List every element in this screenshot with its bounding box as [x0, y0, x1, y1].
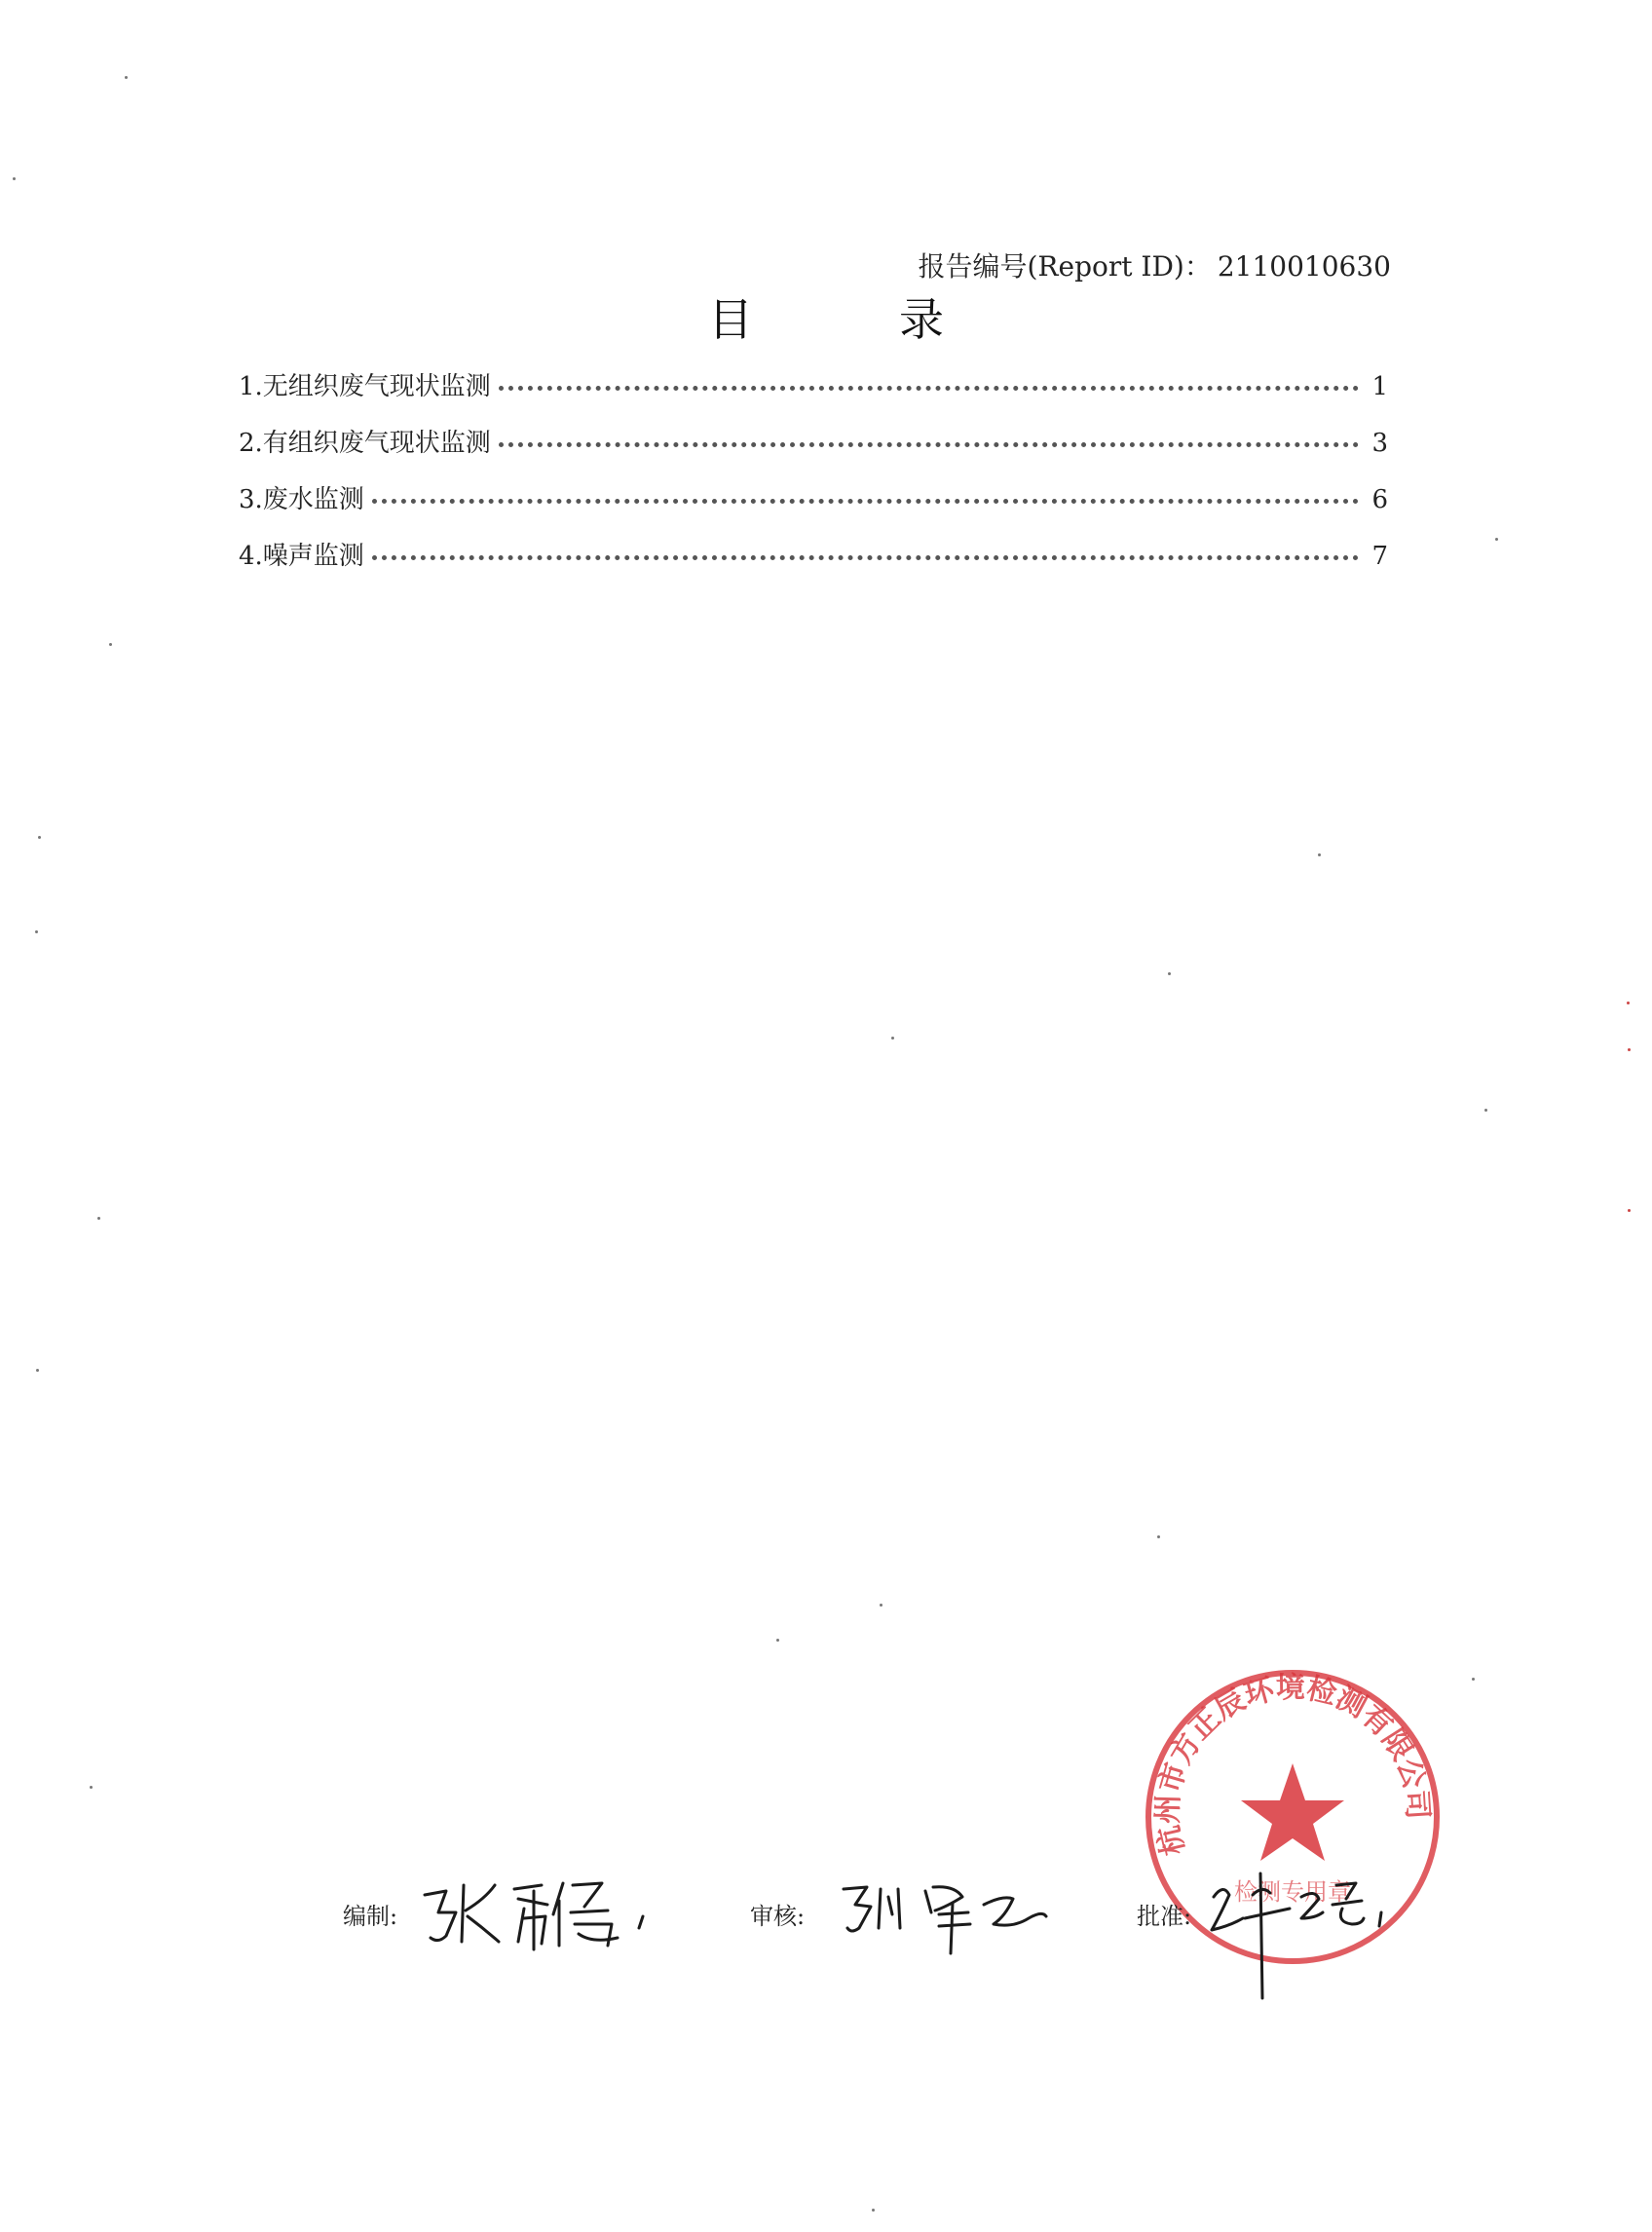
toc-entry-label: 3.废水监测 — [239, 485, 364, 514]
compiled-by-label: 编制: — [343, 1903, 398, 1930]
toc-entry[interactable] — [239, 423, 1388, 479]
report-id-label: 报告编号(Report ID)： — [918, 250, 1212, 283]
toc-entry-page: 3 — [1371, 429, 1388, 458]
reviewed-by-label: 审核: — [750, 1903, 806, 1930]
signature-row — [0, 1856, 1652, 1992]
toc-entry-page: 1 — [1371, 372, 1388, 401]
toc-leader-dots — [372, 499, 1359, 504]
review-signature — [838, 1856, 1071, 1963]
report-id-value: 2110010630 — [1217, 250, 1391, 283]
toc-entry-page: 6 — [1371, 485, 1388, 514]
toc-leader-dots — [499, 386, 1359, 391]
table-of-contents — [239, 366, 1388, 592]
seal-subtext: 检测专用章 — [1234, 1879, 1351, 1906]
approve-signature — [1200, 1836, 1424, 2002]
toc-entry[interactable] — [239, 479, 1388, 536]
compiled-signature — [417, 1856, 670, 1963]
report-id — [919, 246, 1392, 284]
toc-leader-dots — [372, 555, 1359, 560]
page-title: 目录 — [708, 293, 1090, 346]
seal-text: 杭州市方正辰环境检测有限公司 — [1151, 1672, 1434, 1859]
toc-entry-page: 7 — [1371, 542, 1388, 571]
toc-entry[interactable] — [239, 536, 1388, 592]
toc-leader-dots — [499, 442, 1359, 447]
toc-entry-label: 1.无组织废气现状监测 — [239, 372, 491, 401]
toc-entry[interactable] — [239, 366, 1388, 423]
toc-entry-label: 2.有组织废气现状监测 — [239, 429, 491, 458]
toc-entry-label: 4.噪声监测 — [239, 542, 364, 571]
approved-by-label: 批准: — [1137, 1903, 1192, 1930]
